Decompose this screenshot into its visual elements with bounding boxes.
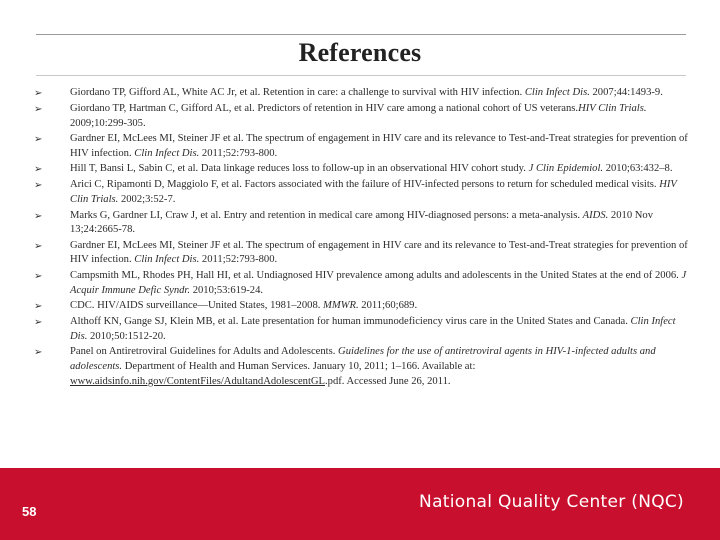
reference-text [70, 102, 689, 131]
reference-body: Marks G, Gardner LI, Craw J, et al. Entry and retention in medical care among HIV-diagnosed persons: a meta-analysis. [70, 209, 583, 221]
list-item [34, 86, 689, 101]
reference-citation: 2010;53:619-24. [190, 284, 264, 296]
reference-access-note: .pdf. Accessed June 26, 2011. [325, 375, 451, 387]
reference-text [70, 315, 689, 344]
journal-name: Clin Infect Dis. [134, 147, 200, 159]
arrow-bullet-icon: ➢ [34, 210, 43, 222]
reference-citation: 2010;50:1512-20. [87, 330, 166, 342]
arrow-bullet-icon: ➢ [34, 270, 43, 282]
journal-name: Clin Infect Dis. [70, 316, 676, 342]
reference-citation: 2010 Nov 13;24:2665-78. [70, 209, 654, 236]
reference-citation: 2011;52:793-800. [199, 147, 278, 159]
list-item [34, 102, 689, 131]
reference-text [70, 299, 417, 314]
list-item [34, 178, 689, 207]
reference-list [34, 86, 689, 390]
reference-citation: Department of Health and Human Services. January 10, 2011; 1–166. Available at: [122, 360, 476, 372]
journal-name: Clin Infect Dis. [524, 87, 590, 98]
journal-name: J Acquir Immune Defic Syndr. [70, 269, 687, 296]
reference-citation: 2010;63:432–8. [603, 163, 673, 175]
page-title: References [298, 38, 422, 67]
journal-name: HIV Clin Trials. [70, 179, 677, 205]
reference-citation: 2002;3:52-7. [118, 193, 176, 205]
reference-citation: 2007;44:1493-9. [589, 87, 663, 98]
reference-body: Arici C, Ripamonti D, Maggiolo F, et al. Factors associated with the failure of HIV-infected persons to return for scheduled medical visits. [70, 179, 660, 191]
reference-body: Giordano TP, Gifford AL, White AC Jr, et al. Retention in care: a challenge to survival with HIV infection. [70, 87, 525, 98]
arrow-bullet-icon: ➢ [34, 301, 43, 313]
journal-name: MMWR. [323, 300, 359, 312]
reference-body: CDC. HIV/AIDS surveillance—United States, 1981–2008. [70, 300, 324, 312]
list-item [34, 299, 689, 314]
arrow-bullet-icon: ➢ [34, 180, 43, 192]
arrow-bullet-icon: ➢ [34, 317, 43, 329]
footer-bar [0, 468, 720, 540]
reference-text [70, 162, 673, 177]
journal-name: HIV Clin Trials. [578, 103, 647, 114]
reference-text [70, 178, 689, 207]
journal-name: J Clin Epidemiol. [528, 163, 604, 175]
top-divider [36, 34, 686, 35]
list-item [34, 132, 689, 161]
reference-text [70, 269, 689, 298]
journal-name: AIDS. [582, 209, 609, 221]
reference-citation: 2011;52:793-800. [199, 254, 278, 266]
reference-citation: 2011;60;689. [358, 300, 418, 312]
reference-text [70, 209, 689, 238]
reference-body: Hill T, Bansi L, Sabin C, et al. Data linkage reduces loss to follow-up in an observational HIV cohort study. [70, 163, 529, 175]
arrow-bullet-icon: ➢ [34, 134, 43, 146]
list-item [34, 345, 689, 389]
arrow-bullet-icon: ➢ [34, 240, 43, 252]
guidelines-link[interactable]: www.aidsinfo.nih.gov/ContentFiles/AdultandAdolescentGL [70, 375, 326, 387]
page-number: 58 [22, 504, 37, 519]
reference-text [70, 132, 689, 161]
list-item [34, 209, 689, 238]
brand-logo-text: National Quality Center (NQC) [419, 492, 684, 512]
reference-text [70, 345, 689, 389]
arrow-bullet-icon: ➢ [34, 164, 43, 176]
reference-body: Althoff KN, Gange SJ, Klein MB, et al. Late presentation for human immunodeficiency virus care in the United States and Canada. [70, 316, 631, 328]
title-divider [36, 75, 686, 76]
list-item [34, 315, 689, 344]
arrow-bullet-icon: ➢ [34, 347, 43, 359]
reference-citation: 2009;10:299-305. [70, 117, 146, 129]
reference-body: Giordano TP, Hartman C, Gifford AL, et al. Predictors of retention in HIV care among a national cohort of US veterans. [70, 103, 579, 114]
reference-text [70, 86, 663, 101]
reference-text [70, 239, 689, 268]
reference-body: Gardner EI, McLees MI, Steiner JF et al. The spectrum of engagement in HIV care and its relevance to Test-and-Treat strategies for prevention of HIV infection. [70, 239, 688, 266]
arrow-bullet-icon: ➢ [34, 88, 43, 99]
list-item [34, 162, 689, 177]
list-item [34, 269, 689, 298]
reference-body: Campsmith ML, Rhodes PH, Hall HI, et al. Undiagnosed HIV prevalence among adults and adolescents in the United States at the end of 2006. [70, 269, 682, 281]
guideline-title: Guidelines for the use of antiretroviral agents in HIV-1-infected adults and adolescents. [70, 346, 656, 372]
list-item [34, 239, 689, 268]
reference-body: Panel on Antiretroviral Guidelines for Adults and Adolescents. [70, 346, 339, 358]
reference-body: Gardner EI, McLees MI, Steiner JF et al. The spectrum of engagement in HIV care and its relevance to Test-and-Treat strategies for prevention of HIV infection. [70, 133, 688, 159]
journal-name: Clin Infect Dis. [134, 254, 200, 266]
arrow-bullet-icon: ➢ [34, 104, 43, 115]
